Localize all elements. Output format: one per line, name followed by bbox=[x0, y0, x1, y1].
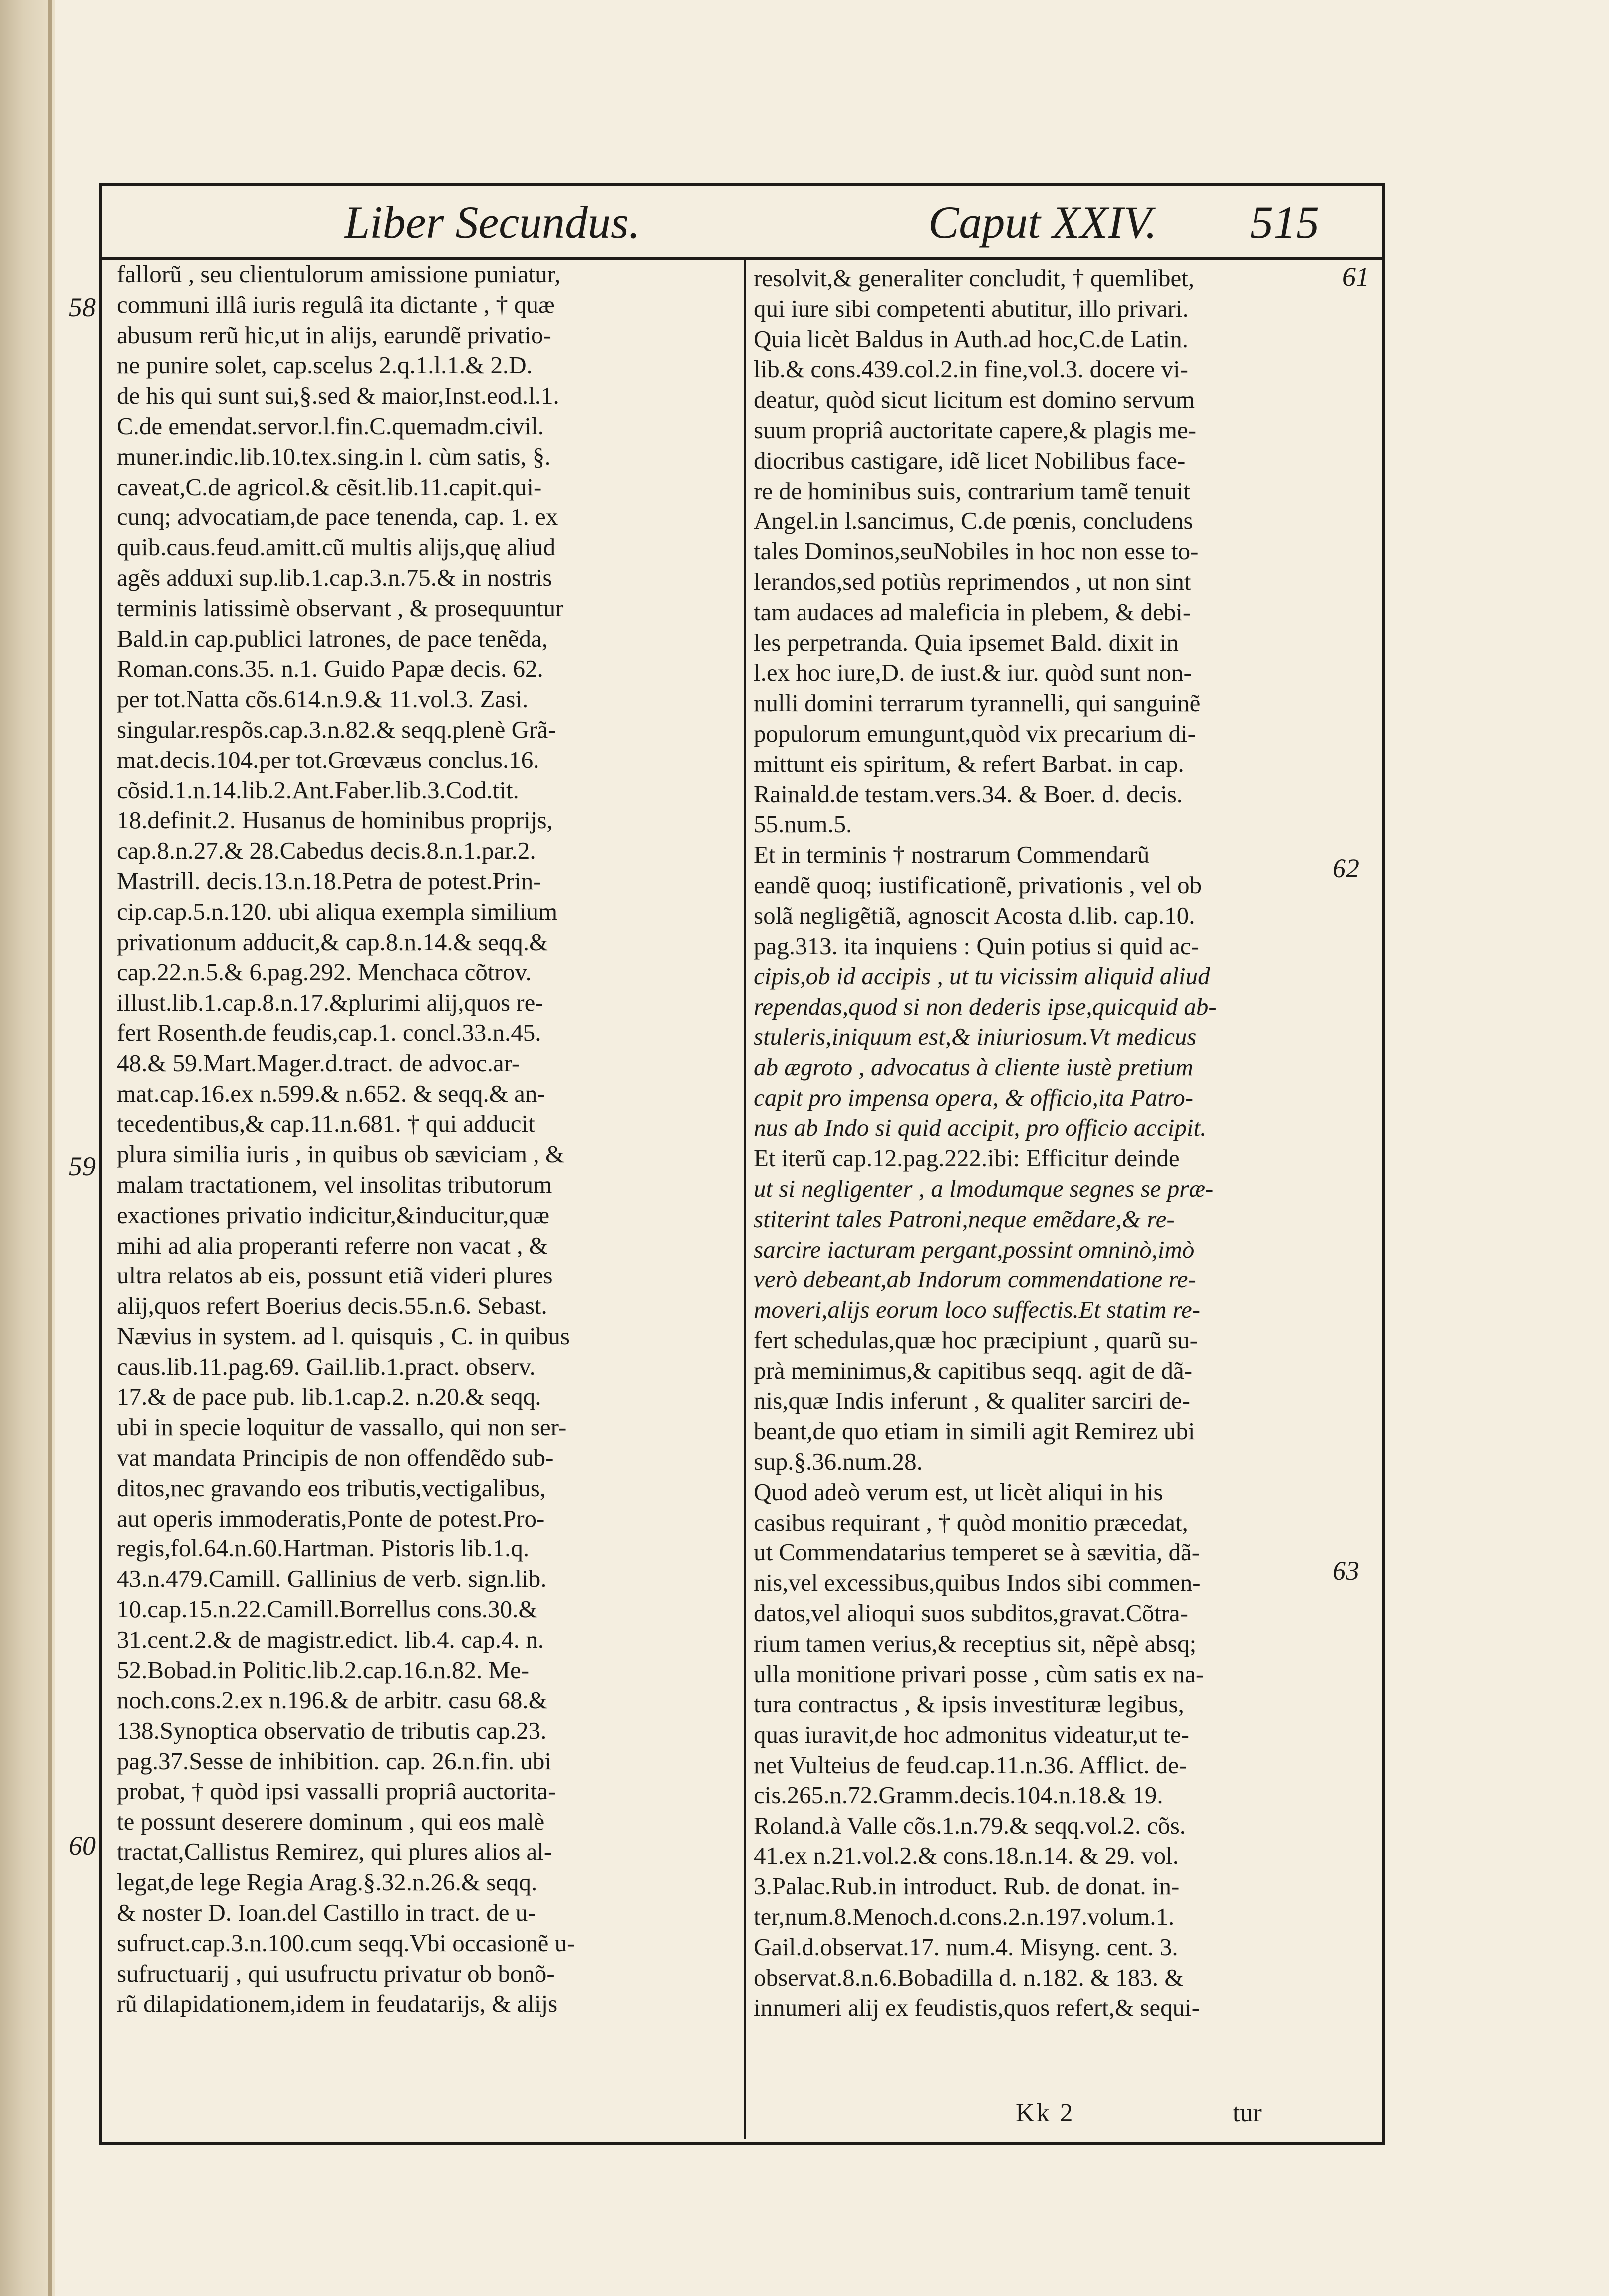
text-line: tura contractus , & ipsis investituræ legibus, bbox=[754, 1690, 1184, 1718]
text-line: diocribus castigare, idẽ licet Nobilibus face- bbox=[754, 446, 1186, 474]
column-divider bbox=[744, 260, 746, 2139]
book-spine bbox=[0, 0, 60, 2296]
text-line: re de hominibus suis, contrarium tamẽ tenuit bbox=[754, 477, 1191, 505]
text-line: ulla monitione privari posse , cùm satis ex na- bbox=[754, 1660, 1204, 1688]
text-line: qui iure sibi competenti abutitur, illo privari. bbox=[754, 294, 1189, 322]
text-line: tecedentibus,& cap.11.n.681. † qui adducit bbox=[117, 1110, 535, 1138]
margin-note-60: 60 bbox=[69, 1831, 96, 1861]
text-line: stiterint tales Patroni,neque emẽdare,& re- bbox=[754, 1205, 1175, 1233]
text-line: Roland.à Valle cõs.1.n.79.& seqq.vol.2. cõs. bbox=[754, 1811, 1186, 1839]
text-line: mittunt eis spiritum, & refert Barbat. in cap. bbox=[754, 750, 1184, 777]
text-line: solã negligẽtiã, agnoscit Acosta d.lib. cap.10. bbox=[754, 901, 1195, 929]
text-line: Et in terminis † nostrarum Commendarũ bbox=[754, 841, 1150, 869]
text-line: muner.indic.lib.10.tex.sing.in l. cùm satis, §. bbox=[117, 442, 551, 470]
text-line: communi illâ iuris regulâ ita dictante , † quæ bbox=[117, 290, 555, 318]
text-line: nis,quæ Indis inferunt , & qualiter sarciri de- bbox=[754, 1387, 1190, 1415]
catchword: tur bbox=[1233, 2099, 1262, 2127]
text-line: 43.n.479.Camill. Gallinius de verb. sign.lib. bbox=[117, 1565, 547, 1593]
text-line: 10.cap.15.n.22.Camill.Borrellus cons.30.& bbox=[117, 1595, 537, 1623]
text-line: cis.265.n.72.Gramm.decis.104.n.18.& 19. bbox=[754, 1781, 1163, 1809]
margin-note-59: 59 bbox=[69, 1151, 96, 1181]
text-line: ultra relatos ab eis, possunt etiã videri plures bbox=[117, 1262, 553, 1289]
text-line: Nævius in system. ad l. quisquis , C. in quibus bbox=[117, 1322, 570, 1350]
text-line: nus ab Indo si quid accipit, pro officio accipit. bbox=[754, 1114, 1207, 1142]
text-line: agẽs adduxi sup.lib.1.cap.3.n.75.& in nostris bbox=[117, 563, 552, 591]
text-line: innumeri alij ex feudistis,quos refert,& sequi- bbox=[754, 1994, 1200, 2022]
text-line: 138.Synoptica observatio de tributis cap.23. bbox=[117, 1717, 547, 1745]
text-line: nulli domini terrarum tyrannelli, qui sanguinẽ bbox=[754, 689, 1201, 717]
text-line: caveat,C.de agricol.& cẽsit.lib.11.capit.qui- bbox=[117, 473, 542, 501]
text-line: probat, † quòd ipsi vassalli propriâ auctorita- bbox=[117, 1777, 556, 1805]
text-line: pag.313. ita inquiens : Quin potius si quid ac- bbox=[754, 932, 1199, 960]
text-line: tractat,Callistus Remirez, qui plures alios al- bbox=[117, 1838, 552, 1866]
text-line: populorum emungunt,quòd vix precarium di- bbox=[754, 719, 1196, 747]
page-number: 515 bbox=[1250, 197, 1319, 248]
text-line: cip.cap.5.n.120. ubi aliqua exempla similium bbox=[117, 897, 558, 925]
text-line: cap.8.n.27.& 28.Cabedus decis.8.n.1.par.2. bbox=[117, 837, 536, 865]
text-line: 48.& 59.Mart.Mager.d.tract. de advoc.ar- bbox=[117, 1049, 520, 1077]
text-line: regis,fol.64.n.60.Hartman. Pistoris lib.1.q. bbox=[117, 1534, 530, 1562]
text-line: ne punire solet, cap.scelus 2.q.1.l.1.& 2.D. bbox=[117, 351, 533, 379]
text-line: 52.Bobad.in Politic.lib.2.cap.16.n.82. Me- bbox=[117, 1656, 530, 1684]
text-line: tales Dominos,seuNobiles in hoc non esse to- bbox=[754, 537, 1199, 565]
margin-note-62: 62 bbox=[1333, 853, 1359, 883]
margin-note-58: 58 bbox=[69, 292, 96, 322]
text-line: vat mandata Principis de non offendẽdo sub- bbox=[117, 1444, 554, 1472]
text-line: Mastrill. decis.13.n.18.Petra de potest.Prin- bbox=[117, 867, 541, 895]
margin-note-63: 63 bbox=[1333, 1556, 1359, 1586]
text-line: ditos,nec gravando eos tributis,vectigalibus, bbox=[117, 1474, 546, 1502]
text-line: lib.& cons.439.col.2.in fine,vol.3. docere vi- bbox=[754, 355, 1188, 383]
text-line: quib.caus.feud.amitt.cũ multis alijs,quę aliud bbox=[117, 533, 556, 561]
text-line: sufructuarij , qui usufructu privatur ob bonõ- bbox=[117, 1959, 555, 1987]
text-line: aut operis immoderatis,Ponte de potest.Pro- bbox=[117, 1504, 545, 1532]
text-line: verò debeant,ab Indorum commendatione re- bbox=[754, 1266, 1196, 1293]
text-line: moveri,alijs eorum loco suffectis.Et statim re- bbox=[754, 1296, 1201, 1324]
text-line: rũ dilapidationem,idem in feudatarijs, & alijs bbox=[117, 1990, 558, 2018]
text-line: cõsid.1.n.14.lib.2.Ant.Faber.lib.3.Cod.tit. bbox=[117, 776, 519, 804]
text-line: rium tamen verius,& receptius sit, nẽpè absq; bbox=[754, 1629, 1197, 1657]
text-line: datos,vel alioqui suos subditos,gravat.Cõtra- bbox=[754, 1599, 1188, 1627]
margin-note-61: 61 bbox=[1342, 262, 1369, 292]
text-line: casibus requirant , † quòd monitio præcedat, bbox=[754, 1508, 1188, 1536]
text-line: tam audaces ad maleficia in plebem, & debi- bbox=[754, 598, 1191, 626]
text-line: eandẽ quoq; iustificationẽ, privationis , vel ob bbox=[754, 871, 1202, 899]
text-line: net Vulteius de feud.cap.11.n.36. Afflict. de- bbox=[754, 1751, 1187, 1779]
text-line: Quia licèt Baldus in Auth.ad hoc,C.de Latin. bbox=[754, 325, 1188, 353]
text-line: malam tractationem, vel insolitas tributorum bbox=[117, 1170, 552, 1198]
text-line: ut si negligenter , a lmodumque segnes se præ- bbox=[754, 1174, 1214, 1202]
text-line: observat.8.n.6.Bobadilla d. n.182. & 183. & bbox=[754, 1963, 1184, 1991]
text-line: plura similia iuris , in quibus ob sæviciam , & bbox=[117, 1140, 564, 1168]
text-line: Angel.in l.sancimus, C.de pœnis, concludens bbox=[754, 507, 1193, 535]
text-line: 31.cent.2.& de magistr.edict. lib.4. cap.4. n. bbox=[117, 1625, 544, 1653]
text-line: lerandos,sed potiùs reprimendos , ut non sint bbox=[754, 567, 1191, 595]
text-line: les perpetranda. Quia ipsemet Bald. dixit in bbox=[754, 628, 1179, 656]
text-line: & noster D. Ioan.del Castillo in tract. de u- bbox=[117, 1899, 536, 1927]
text-line: 18.definit.2. Husanus de hominibus proprijs, bbox=[117, 806, 553, 834]
text-line: noch.cons.2.ex n.196.& de arbitr. casu 68.& bbox=[117, 1686, 547, 1714]
text-line: ubi in specie loquitur de vassallo, qui non ser- bbox=[117, 1413, 567, 1441]
text-line: abusum rerũ hic,ut in alijs, earundẽ privatio- bbox=[117, 321, 551, 349]
text-line: illust.lib.1.cap.8.n.17.&plurimi alij,quos re- bbox=[117, 989, 543, 1017]
text-line: cap.22.n.5.& 6.pag.292. Menchaca cõtrov. bbox=[117, 958, 532, 986]
text-line: ut Commendatarius temperet se à sævitia, dã- bbox=[754, 1538, 1200, 1566]
text-line: sarcire iacturam pergant,possint omninò,imò bbox=[754, 1235, 1195, 1263]
text-line: cipis,ob id accipis , ut tu vicissim aliquid aliud bbox=[754, 962, 1210, 990]
text-line: Et iterũ cap.12.pag.222.ibi: Efficitur deinde bbox=[754, 1144, 1180, 1172]
running-head-book: Liber Secundus. bbox=[344, 197, 640, 248]
text-line: Bald.in cap.publici latrones, de pace tenẽda, bbox=[117, 624, 548, 652]
text-line: te possunt deserere dominum , qui eos malè bbox=[117, 1807, 545, 1835]
text-line: alij,quos refert Boerius decis.55.n.6. Sebast. bbox=[117, 1292, 547, 1320]
text-line: Quod adeò verum est, ut licèt aliqui in his bbox=[754, 1478, 1163, 1506]
text-line: capit pro impensa opera, & officio,ita Patro- bbox=[754, 1083, 1194, 1111]
text-line: sup.§.36.num.28. bbox=[754, 1448, 923, 1476]
text-line: ab ægroto , advocatus à cliente iustè pretium bbox=[754, 1053, 1193, 1081]
text-line: rependas,quod si non dederis ipse,quicquid ab- bbox=[754, 993, 1217, 1020]
text-line: suum propriâ auctoritate capere,& plagis me- bbox=[754, 416, 1197, 444]
text-line: fert schedulas,quæ hoc præcipiunt , quarũ su- bbox=[754, 1326, 1198, 1354]
text-line: mat.decis.104.per tot.Grœvæus conclus.16. bbox=[117, 746, 539, 773]
text-line: 41.ex n.21.vol.2.& cons.18.n.14. & 29. vol. bbox=[754, 1842, 1179, 1870]
text-line: mihi ad alia properanti referre non vacat , & bbox=[117, 1231, 548, 1259]
text-line: de his qui sunt sui,§.sed & maior,Inst.eod.l.1. bbox=[117, 382, 559, 410]
text-line: C.de emendat.servor.l.fin.C.quemadm.civil. bbox=[117, 412, 544, 440]
text-line: l.ex hoc iure,D. de iust.& iur. quòd sunt non- bbox=[754, 659, 1192, 687]
text-line: stuleris,iniquum est,& iniuriosum.Vt medicus bbox=[754, 1022, 1197, 1050]
text-line: Roman.cons.35. n.1. Guido Papæ decis. 62. bbox=[117, 655, 543, 683]
text-line: resolvit,& generaliter concludit, † quemlibet, bbox=[754, 264, 1195, 292]
text-line: quas iuravit,de hoc admonitus videatur,ut te- bbox=[754, 1721, 1190, 1749]
right-text-column bbox=[754, 263, 1362, 2023]
text-line: Gail.d.observat.17. num.4. Misyng. cent. 3. bbox=[754, 1933, 1178, 1961]
text-line: prà meminimus,& capitibus seqq. agit de dã- bbox=[754, 1356, 1193, 1384]
text-line: 3.Palac.Rub.in introduct. Rub. de donat. in- bbox=[754, 1872, 1180, 1900]
text-line: Rainald.de testam.vers.34. & Boer. d. decis. bbox=[754, 780, 1183, 808]
signature-mark: Kk 2 bbox=[1016, 2099, 1075, 2127]
text-line: 17.& de pace pub. lib.1.cap.2. n.20.& seqq. bbox=[117, 1383, 541, 1411]
text-line: 55.num.5. bbox=[754, 810, 852, 838]
running-head-chapter: Caput XXIV. bbox=[928, 197, 1157, 248]
text-line: beant,de quo etiam in simili agit Remirez ubi bbox=[754, 1417, 1195, 1445]
text-line: fallorũ , seu clientulorum amissione puniatur, bbox=[117, 260, 561, 288]
text-line: fert Rosenth.de feudis,cap.1. concl.33.n.45. bbox=[117, 1019, 541, 1046]
text-line: privationum adducit,& cap.8.n.14.& seqq.& bbox=[117, 928, 548, 956]
text-line: legat,de lege Regia Arag.§.32.n.26.& seqq. bbox=[117, 1868, 537, 1896]
left-text-column bbox=[117, 259, 726, 2019]
text-line: ter,num.8.Menoch.d.cons.2.n.197.volum.1. bbox=[754, 1903, 1175, 1931]
text-line: singular.respõs.cap.3.n.82.& seqq.plenè Grã- bbox=[117, 715, 556, 743]
text-line: deatur, quòd sicut licitum est domino servum bbox=[754, 386, 1195, 414]
text-line: mat.cap.16.ex n.599.& n.652. & seqq.& an- bbox=[117, 1079, 545, 1107]
text-line: per tot.Natta cõs.614.n.9.& 11.vol.3. Zasi. bbox=[117, 685, 529, 713]
text-line: caus.lib.11.pag.69. Gail.lib.1.pract. observ. bbox=[117, 1352, 536, 1380]
text-line: sufruct.cap.3.n.100.cum seqq.Vbi occasionẽ u- bbox=[117, 1929, 575, 1957]
text-line: pag.37.Sesse de inhibition. cap. 26.n.fin. ubi bbox=[117, 1747, 551, 1775]
text-line: cunq; advocatiam,de pace tenenda, cap. 1. ex bbox=[117, 503, 558, 531]
text-line: nis,vel excessibus,quibus Indos sibi commen- bbox=[754, 1569, 1201, 1597]
text-line: terminis latissimè observant , & prosequuntur bbox=[117, 594, 564, 622]
text-line: exactiones privatio indicitur,&inducitur,quæ bbox=[117, 1201, 549, 1229]
